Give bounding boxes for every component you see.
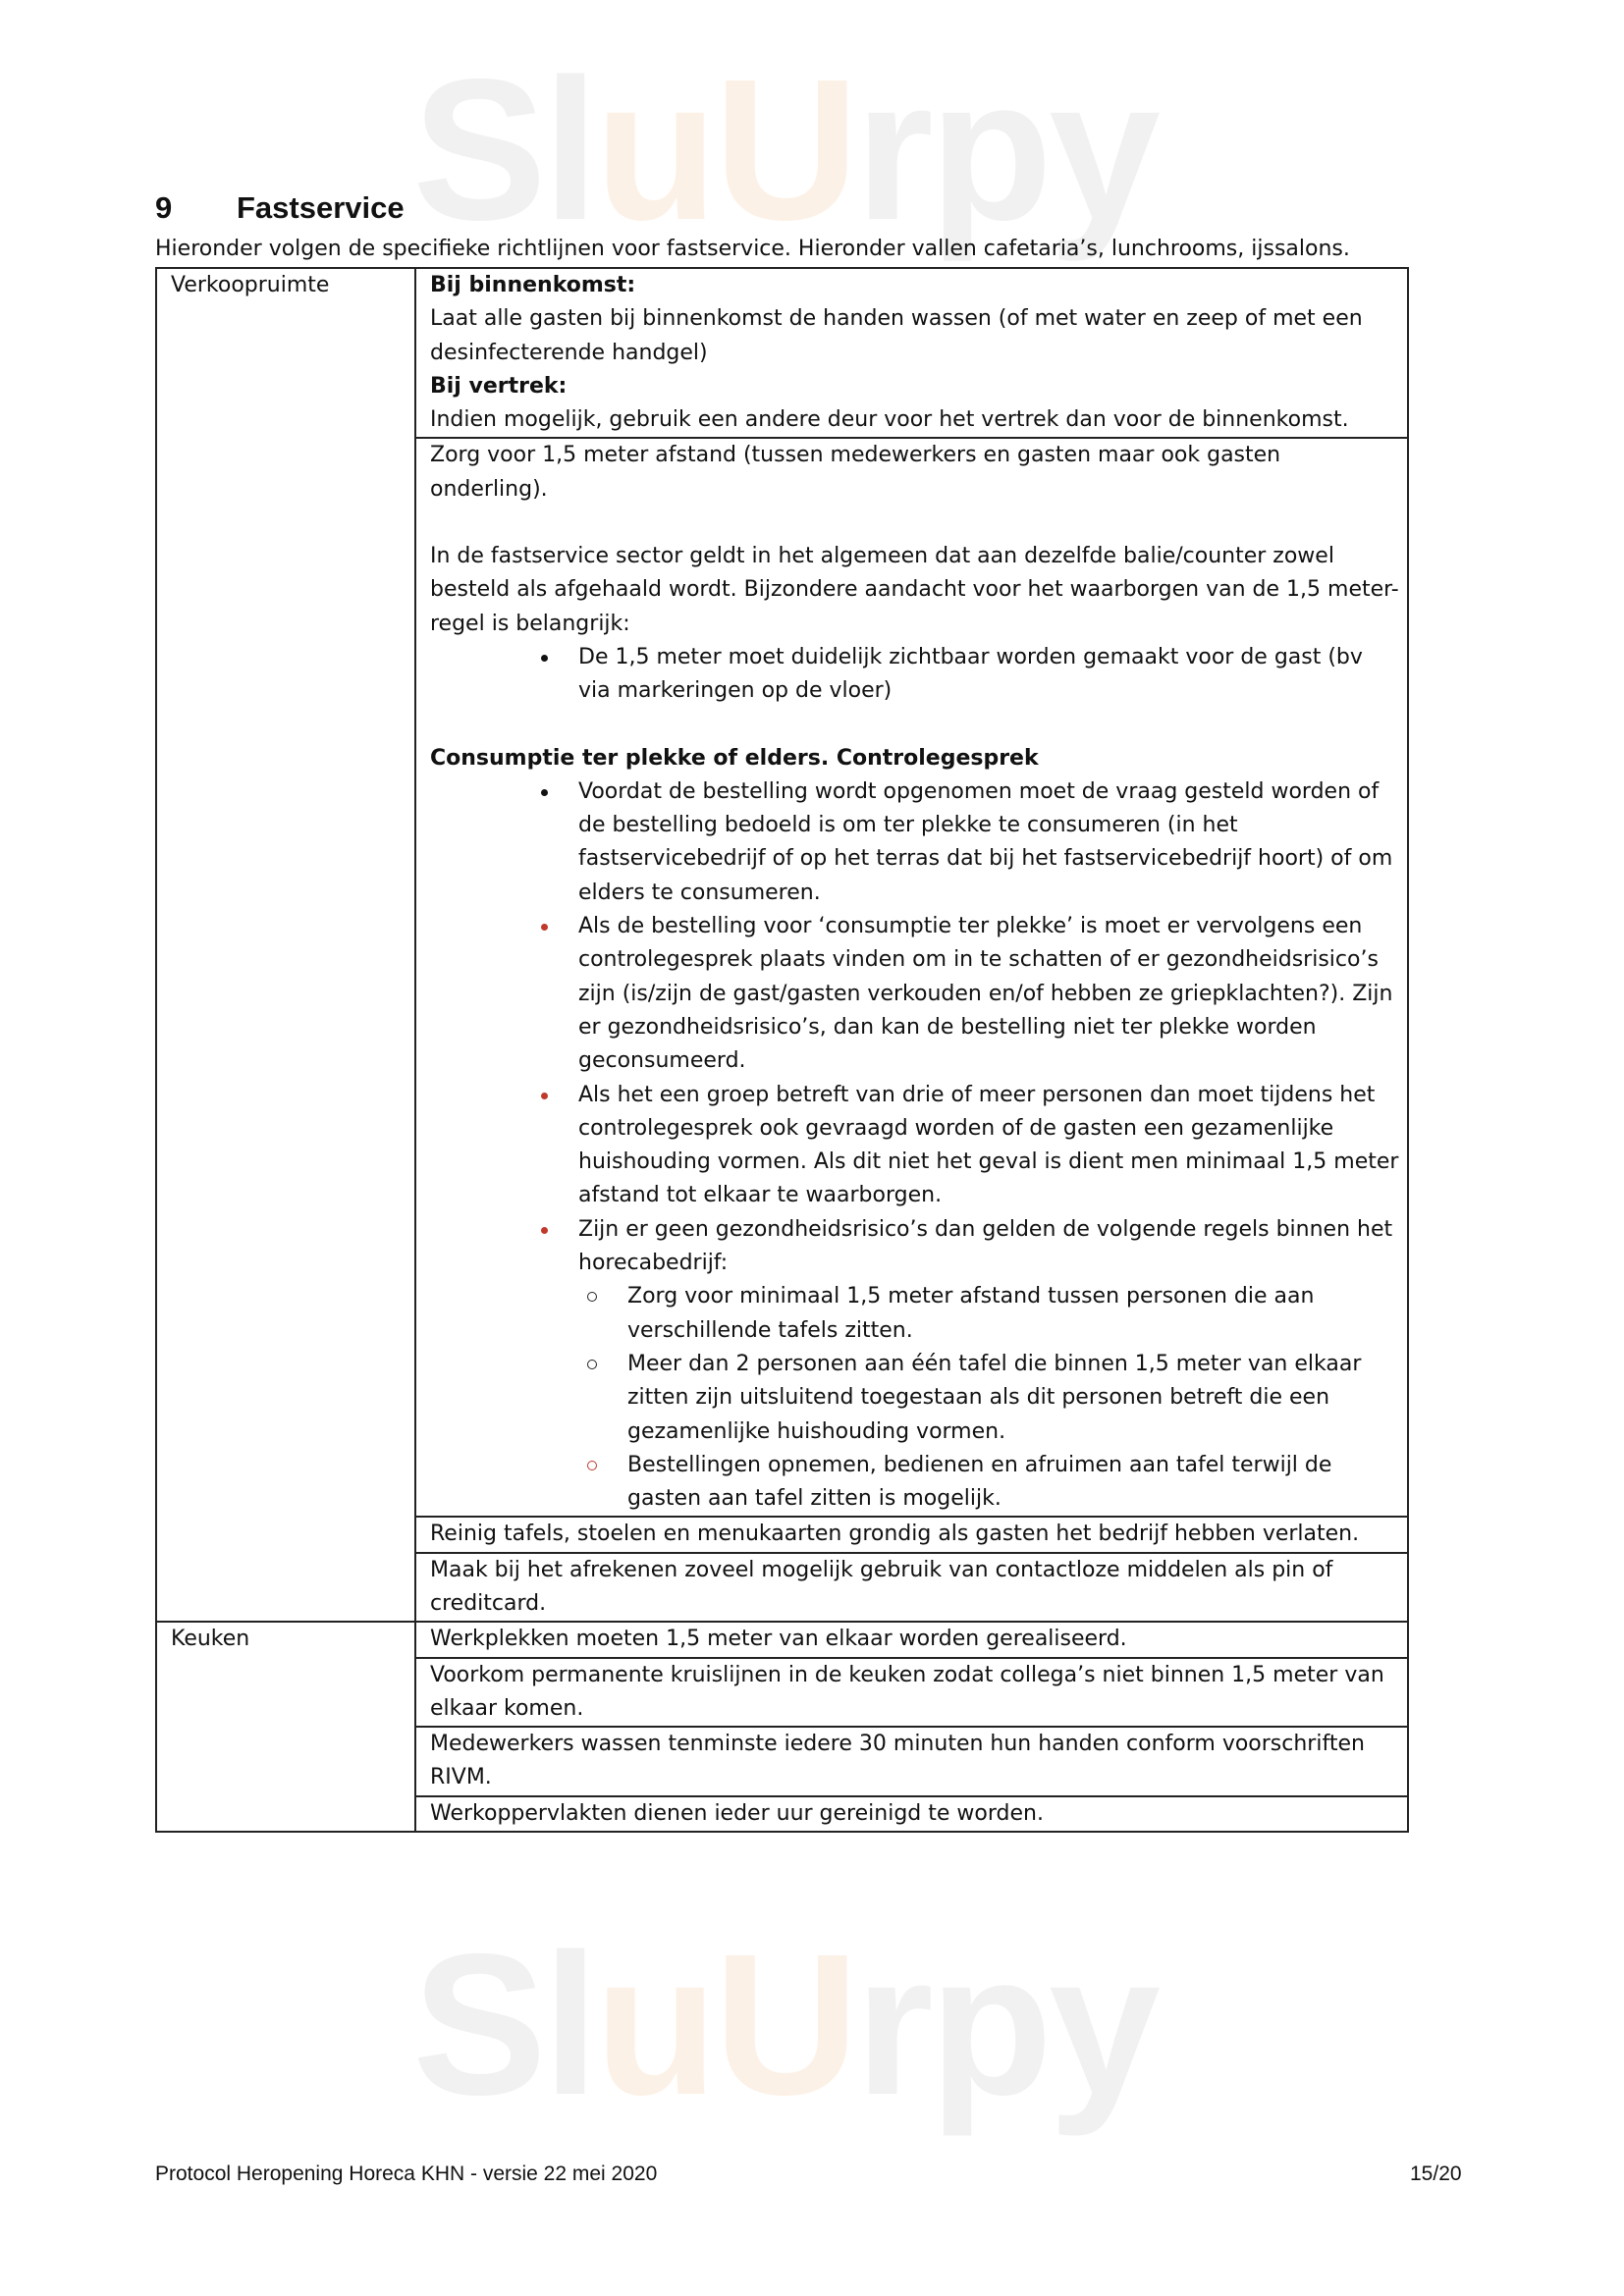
list-item	[578, 1213, 1399, 1517]
list-item: De 1,5 meter moet duidelijk zichtbaar worden gemaakt voor de gast (bv via markeringen op de vloer)	[578, 641, 1399, 709]
guidelines-table	[155, 267, 1409, 1833]
footer-document-title: Protocol Heropening Horeca KHN - versie 22 mei 2020	[155, 2163, 658, 2185]
section-title: Fastservice	[237, 190, 405, 225]
list-item: Als het een groep betreft van drie of meer personen dan moet tijdens het controlegesprek ook gevraagd worden of de gasten een gezamenlijke huishouding vormen. Als dit niet het geval is dient men minimaal 1,5 meter afstand tot elkaar te waarborgen.	[578, 1079, 1399, 1213]
sub-list-item: Meer dan 2 personen aan één tafel die binnen 1,5 meter van elkaar zitten zijn uitsluitend toegestaan als dit personen betreft die een gezamenlijke huishouding vormen.	[627, 1348, 1399, 1449]
sluurpy-watermark-logo: SluUrpy	[412, 1912, 1157, 2137]
intro-text: Hieronder volgen de specifieke richtlijnen voor fastservice. Hieronder vallen cafetaria’s, lunchrooms, ijssalons.	[155, 237, 1350, 261]
bij-vertrek-text: Indien mogelijk, gebruik een andere deur voor het vertrek dan voor de binnenkomst.	[430, 407, 1349, 433]
sub-list-item: Bestellingen opnemen, bedienen en afruimen aan tafel terwijl de gasten aan tafel zitten is mogelijk.	[627, 1449, 1399, 1517]
table-cell	[415, 268, 1408, 438]
table-cell: Werkplekken moeten 1,5 meter van elkaar worden gerealiseerd.	[415, 1622, 1408, 1657]
list-item: Als de bestelling voor ‘consumptie ter plekke’ is moet er vervolgens een controlegesprek plaats vinden om in te schatten of er gezondheidsrisico’s zijn (is/zijn de gast/gasten verkouden en/of hebben ze griepklachten?). Zijn er gezondheidsrisico’s, dan kan de bestelling niet ter plekke worden geconsumeerd.	[578, 910, 1399, 1078]
list-item: Voordat de bestelling wordt opgenomen moet de vraag gesteld worden of de bestelling bedoeld is om ter plekke te consumeren (in het fastservicebedrijf of op het terras dat bij het fastservicebedrijf hoort) of om elders te consumeren.	[578, 775, 1399, 910]
bij-vertrek-heading: Bij vertrek:	[430, 373, 568, 399]
table-cell	[415, 438, 1408, 1517]
section-number: 9	[155, 190, 173, 225]
section-heading	[155, 192, 405, 223]
consumptie-heading: Consumptie ter plekke of elders. Controlegesprek	[430, 745, 1039, 771]
table-cell: Maak bij het afrekenen zoveel mogelijk gebruik van contactloze middelen als pin of creditcard.	[415, 1553, 1408, 1623]
table-cell: Voorkom permanente kruislijnen in de keuken zodat collega’s niet binnen 1,5 meter van elkaar komen.	[415, 1658, 1408, 1728]
section-label-keuken: Keuken	[156, 1622, 415, 1832]
sluurpy-watermark-logo: SluUrpy	[412, 37, 1157, 262]
afstand-text: Zorg voor 1,5 meter afstand (tussen medewerkers en gasten maar ook gasten onderling).	[430, 443, 1281, 502]
table-cell: Medewerkers wassen tenminste iedere 30 minuten hun handen conform voorschriften RIVM.	[415, 1727, 1408, 1796]
section-label-verkoopruimte: Verkoopruimte	[156, 268, 415, 1622]
table-cell: Werkoppervlakten dienen ieder uur gereinigd te worden.	[415, 1796, 1408, 1832]
sub-bullet-list	[578, 1280, 1399, 1516]
bij-binnenkomst-heading: Bij binnenkomst:	[430, 273, 636, 297]
fastservice-text: In de fastservice sector geldt in het algemeen dat aan dezelfde balie/counter zowel besteld als afgehaald wordt. Bijzondere aandacht voor het waarborgen van de 1,5 meter-regel is belangrijk:	[430, 544, 1399, 636]
table-row	[156, 1622, 1408, 1657]
list-item-text: Zijn er geen gezondheidsrisico’s dan gelden de volgende regels binnen het horecabedrijf:	[578, 1216, 1393, 1276]
table-row	[156, 268, 1408, 438]
bij-binnenkomst-text: Laat alle gasten bij binnenkomst de handen wassen (of met water en zeep of met een desinfecterende handgel)	[430, 306, 1363, 365]
bullet-list	[430, 641, 1399, 709]
footer-page-number: 15/20	[1410, 2163, 1462, 2185]
sub-list-item: Zorg voor minimaal 1,5 meter afstand tussen personen die aan verschillende tafels zitten.	[627, 1280, 1399, 1348]
bullet-list	[430, 775, 1399, 1517]
table-cell: Reinig tafels, stoelen en menukaarten grondig als gasten het bedrijf hebben verlaten.	[415, 1517, 1408, 1552]
